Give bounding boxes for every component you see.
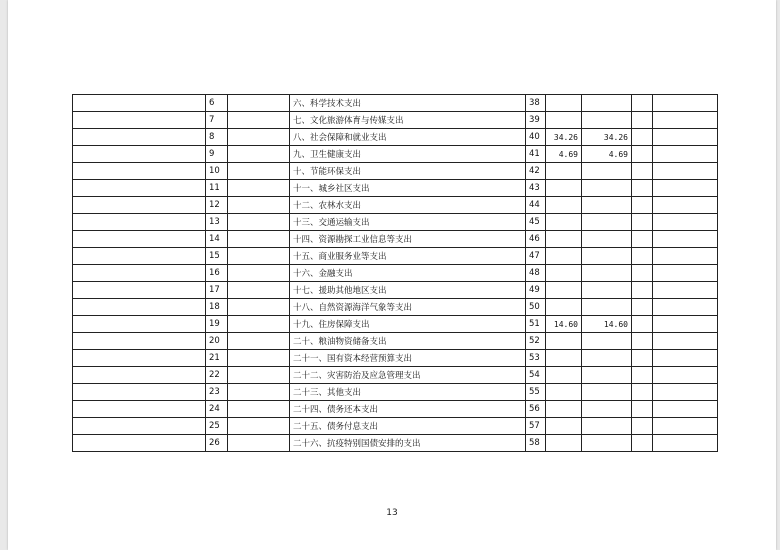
- line-number-cell: 51: [526, 316, 546, 333]
- item-name-cell: 二十二、灾害防治及应急管理支出: [290, 367, 526, 384]
- line-number-cell: 57: [526, 418, 546, 435]
- item-name-cell: 十四、资源勘探工业信息等支出: [290, 231, 526, 248]
- blank-cell: [653, 384, 718, 401]
- row-number-cell: 17: [206, 282, 228, 299]
- blank-cell: [73, 129, 206, 146]
- row-number-cell: 26: [206, 435, 228, 452]
- item-name-cell: 二十五、债务付息支出: [290, 418, 526, 435]
- row-number-cell: 16: [206, 265, 228, 282]
- blank-cell: [653, 248, 718, 265]
- blank-cell: [228, 418, 290, 435]
- blank-cell: [653, 367, 718, 384]
- blank-cell: [632, 350, 653, 367]
- amount-total-cell: [546, 163, 582, 180]
- blank-cell: [73, 112, 206, 129]
- row-number-cell: 21: [206, 350, 228, 367]
- blank-cell: [632, 231, 653, 248]
- row-number-cell: 7: [206, 112, 228, 129]
- amount-total-cell: [546, 367, 582, 384]
- blank-cell: [632, 333, 653, 350]
- blank-cell: [228, 316, 290, 333]
- row-number-cell: 23: [206, 384, 228, 401]
- item-name-cell: 十六、金融支出: [290, 265, 526, 282]
- blank-cell: [632, 146, 653, 163]
- item-name-cell: 十五、商业服务业等支出: [290, 248, 526, 265]
- item-name-cell: 二十一、国有资本经营预算支出: [290, 350, 526, 367]
- amount-general-cell: [582, 248, 632, 265]
- item-name-cell: 六、科学技术支出: [290, 95, 526, 112]
- blank-cell: [653, 401, 718, 418]
- item-name-cell: 十八、自然资源海洋气象等支出: [290, 299, 526, 316]
- table-row: [73, 112, 718, 129]
- table-row: [73, 129, 718, 146]
- item-name-cell: 十三、交通运输支出: [290, 214, 526, 231]
- amount-general-cell: [582, 180, 632, 197]
- blank-cell: [73, 316, 206, 333]
- table-row: [73, 350, 718, 367]
- item-name-cell: 九、卫生健康支出: [290, 146, 526, 163]
- table-row: [73, 367, 718, 384]
- table-row: [73, 282, 718, 299]
- blank-cell: [653, 146, 718, 163]
- blank-cell: [228, 299, 290, 316]
- amount-general-cell: [582, 265, 632, 282]
- blank-cell: [632, 316, 653, 333]
- row-number-cell: 9: [206, 146, 228, 163]
- table-body: [73, 95, 718, 452]
- row-number-cell: 25: [206, 418, 228, 435]
- row-number-cell: 14: [206, 231, 228, 248]
- blank-cell: [73, 384, 206, 401]
- blank-cell: [73, 180, 206, 197]
- table-row: [73, 95, 718, 112]
- blank-cell: [73, 418, 206, 435]
- row-number-cell: 20: [206, 333, 228, 350]
- line-number-cell: 38: [526, 95, 546, 112]
- row-number-cell: 19: [206, 316, 228, 333]
- blank-cell: [653, 350, 718, 367]
- blank-cell: [653, 282, 718, 299]
- blank-cell: [228, 248, 290, 265]
- line-number-cell: 42: [526, 163, 546, 180]
- blank-cell: [228, 435, 290, 452]
- amount-total-cell: [546, 231, 582, 248]
- blank-cell: [228, 163, 290, 180]
- blank-cell: [228, 112, 290, 129]
- row-number-cell: 10: [206, 163, 228, 180]
- blank-cell: [73, 95, 206, 112]
- blank-cell: [228, 384, 290, 401]
- amount-general-cell: [582, 401, 632, 418]
- amount-general-cell: [582, 197, 632, 214]
- amount-total-cell: 4.69: [546, 146, 582, 163]
- line-number-cell: 49: [526, 282, 546, 299]
- amount-total-cell: [546, 299, 582, 316]
- line-number-cell: 53: [526, 350, 546, 367]
- amount-total-cell: [546, 333, 582, 350]
- blank-cell: [632, 197, 653, 214]
- blank-cell: [653, 231, 718, 248]
- blank-cell: [632, 435, 653, 452]
- line-number-cell: 50: [526, 299, 546, 316]
- blank-cell: [228, 180, 290, 197]
- item-name-cell: 八、社会保障和就业支出: [290, 129, 526, 146]
- blank-cell: [632, 112, 653, 129]
- blank-cell: [73, 214, 206, 231]
- blank-cell: [632, 367, 653, 384]
- row-number-cell: 11: [206, 180, 228, 197]
- blank-cell: [228, 146, 290, 163]
- blank-cell: [73, 435, 206, 452]
- row-number-cell: 13: [206, 214, 228, 231]
- blank-cell: [632, 299, 653, 316]
- amount-total-cell: [546, 112, 582, 129]
- blank-cell: [73, 282, 206, 299]
- row-number-cell: 18: [206, 299, 228, 316]
- blank-cell: [228, 214, 290, 231]
- blank-cell: [632, 418, 653, 435]
- document-page: [8, 0, 776, 550]
- amount-total-cell: [546, 282, 582, 299]
- line-number-cell: 55: [526, 384, 546, 401]
- line-number-cell: 48: [526, 265, 546, 282]
- amount-general-cell: [582, 282, 632, 299]
- blank-cell: [653, 316, 718, 333]
- line-number-cell: 43: [526, 180, 546, 197]
- blank-cell: [632, 248, 653, 265]
- line-number-cell: 54: [526, 367, 546, 384]
- amount-general-cell: [582, 350, 632, 367]
- blank-cell: [73, 333, 206, 350]
- blank-cell: [228, 282, 290, 299]
- amount-total-cell: 34.26: [546, 129, 582, 146]
- blank-cell: [632, 265, 653, 282]
- blank-cell: [653, 129, 718, 146]
- row-number-cell: 15: [206, 248, 228, 265]
- amount-general-cell: 14.60: [582, 316, 632, 333]
- blank-cell: [632, 282, 653, 299]
- blank-cell: [632, 180, 653, 197]
- expenditure-table: [72, 94, 718, 452]
- blank-cell: [653, 299, 718, 316]
- blank-cell: [653, 214, 718, 231]
- table-row: [73, 299, 718, 316]
- blank-cell: [228, 367, 290, 384]
- amount-general-cell: [582, 112, 632, 129]
- amount-general-cell: [582, 95, 632, 112]
- item-name-cell: 二十四、债务还本支出: [290, 401, 526, 418]
- row-number-cell: 8: [206, 129, 228, 146]
- table-row: [73, 333, 718, 350]
- blank-cell: [632, 95, 653, 112]
- table-row: [73, 418, 718, 435]
- blank-cell: [653, 333, 718, 350]
- blank-cell: [632, 129, 653, 146]
- blank-cell: [653, 435, 718, 452]
- blank-cell: [228, 401, 290, 418]
- amount-total-cell: [546, 401, 582, 418]
- row-number-cell: 6: [206, 95, 228, 112]
- amount-general-cell: 34.26: [582, 129, 632, 146]
- blank-cell: [653, 95, 718, 112]
- table-row: [73, 401, 718, 418]
- amount-total-cell: 14.60: [546, 316, 582, 333]
- amount-total-cell: [546, 435, 582, 452]
- blank-cell: [228, 197, 290, 214]
- blank-cell: [73, 231, 206, 248]
- amount-general-cell: [582, 299, 632, 316]
- amount-general-cell: [582, 435, 632, 452]
- item-name-cell: 十九、住房保障支出: [290, 316, 526, 333]
- amount-general-cell: [582, 418, 632, 435]
- blank-cell: [73, 163, 206, 180]
- item-name-cell: 七、文化旅游体育与传媒支出: [290, 112, 526, 129]
- blank-cell: [632, 214, 653, 231]
- page-number: 13: [386, 508, 398, 518]
- line-number-cell: 56: [526, 401, 546, 418]
- amount-general-cell: 4.69: [582, 146, 632, 163]
- item-name-cell: 二十、粮油物资储备支出: [290, 333, 526, 350]
- blank-cell: [228, 333, 290, 350]
- blank-cell: [228, 265, 290, 282]
- amount-total-cell: [546, 197, 582, 214]
- blank-cell: [73, 248, 206, 265]
- row-number-cell: 24: [206, 401, 228, 418]
- item-name-cell: 十七、援助其他地区支出: [290, 282, 526, 299]
- item-name-cell: 十一、城乡社区支出: [290, 180, 526, 197]
- blank-cell: [653, 112, 718, 129]
- amount-total-cell: [546, 95, 582, 112]
- table-row: [73, 180, 718, 197]
- blank-cell: [228, 231, 290, 248]
- blank-cell: [73, 350, 206, 367]
- blank-cell: [632, 401, 653, 418]
- blank-cell: [632, 163, 653, 180]
- item-name-cell: 二十三、其他支出: [290, 384, 526, 401]
- row-number-cell: 12: [206, 197, 228, 214]
- item-name-cell: 二十六、抗疫特别国债安排的支出: [290, 435, 526, 452]
- table-row: [73, 146, 718, 163]
- amount-total-cell: [546, 180, 582, 197]
- blank-cell: [73, 197, 206, 214]
- line-number-cell: 52: [526, 333, 546, 350]
- line-number-cell: 39: [526, 112, 546, 129]
- item-name-cell: 十二、农林水支出: [290, 197, 526, 214]
- blank-cell: [228, 95, 290, 112]
- line-number-cell: 40: [526, 129, 546, 146]
- blank-cell: [632, 384, 653, 401]
- blank-cell: [653, 180, 718, 197]
- line-number-cell: 58: [526, 435, 546, 452]
- table-row: [73, 384, 718, 401]
- table-row: [73, 265, 718, 282]
- amount-total-cell: [546, 214, 582, 231]
- amount-general-cell: [582, 367, 632, 384]
- blank-cell: [73, 146, 206, 163]
- amount-total-cell: [546, 350, 582, 367]
- table-row: [73, 231, 718, 248]
- item-name-cell: 十、节能环保支出: [290, 163, 526, 180]
- amount-general-cell: [582, 384, 632, 401]
- blank-cell: [73, 265, 206, 282]
- table-row: [73, 163, 718, 180]
- amount-general-cell: [582, 231, 632, 248]
- row-number-cell: 22: [206, 367, 228, 384]
- amount-total-cell: [546, 418, 582, 435]
- blank-cell: [653, 163, 718, 180]
- table-row: [73, 197, 718, 214]
- line-number-cell: 46: [526, 231, 546, 248]
- table-row: [73, 316, 718, 333]
- line-number-cell: 47: [526, 248, 546, 265]
- blank-cell: [653, 418, 718, 435]
- blank-cell: [73, 401, 206, 418]
- line-number-cell: 41: [526, 146, 546, 163]
- table-row: [73, 248, 718, 265]
- table-row: [73, 435, 718, 452]
- blank-cell: [228, 350, 290, 367]
- amount-total-cell: [546, 248, 582, 265]
- amount-general-cell: [582, 163, 632, 180]
- table-row: [73, 214, 718, 231]
- amount-total-cell: [546, 265, 582, 282]
- amount-general-cell: [582, 333, 632, 350]
- blank-cell: [653, 197, 718, 214]
- amount-total-cell: [546, 384, 582, 401]
- blank-cell: [73, 367, 206, 384]
- amount-general-cell: [582, 214, 632, 231]
- line-number-cell: 45: [526, 214, 546, 231]
- blank-cell: [228, 129, 290, 146]
- line-number-cell: 44: [526, 197, 546, 214]
- blank-cell: [653, 265, 718, 282]
- blank-cell: [73, 299, 206, 316]
